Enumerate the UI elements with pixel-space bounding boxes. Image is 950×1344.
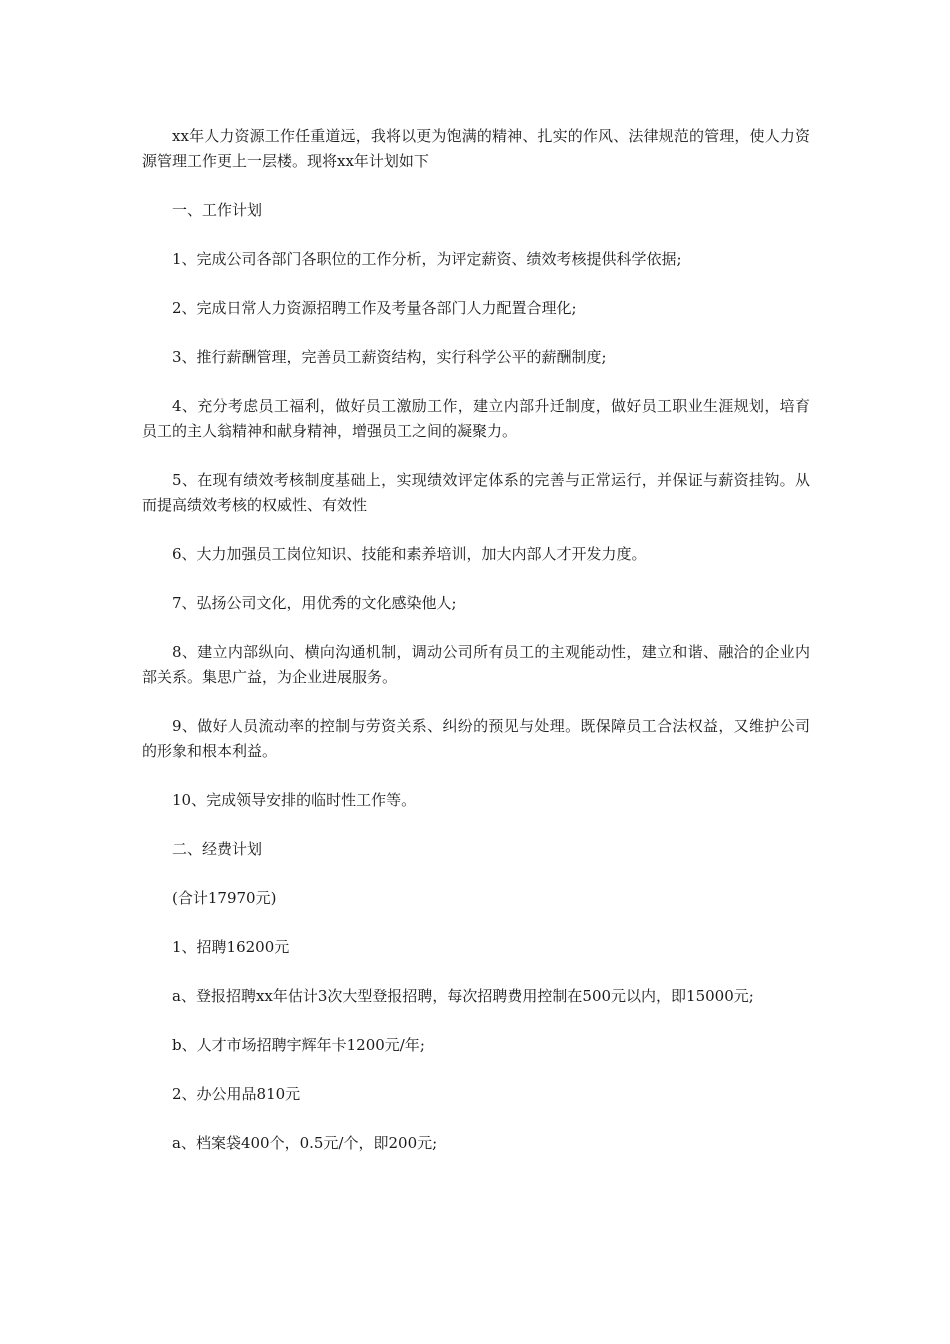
budget-item-office-supplies: 2、办公用品810元	[172, 1085, 301, 1103]
budget-subitem-newspaper-ads: a、登报招聘xx年估计3次大型登报招聘，每次招聘费用控制在500元以内，即15000元;	[172, 987, 754, 1005]
plan-item-1: 1、完成公司各部门各职位的工作分析，为评定薪资、绩效考核提供科学依据;	[172, 250, 682, 268]
section-heading-budget-plan: 二、经费计划	[172, 840, 263, 858]
budget-subitem-talent-market: b、人才市场招聘宇辉年卡1200元/年;	[172, 1036, 425, 1054]
plan-item-9: 9、做好人员流动率的控制与劳资关系、纠纷的预见与处理。既保障员工合法权益，又维护公司的形象和根本利益。	[142, 717, 810, 760]
budget-item-recruitment: 1、招聘16200元	[172, 938, 290, 956]
intro-paragraph: xx年人力资源工作任重道远，我将以更为饱满的精神、扎实的作风、法律规范的管理，使人力资源管理工作更上一层楼。现将xx年计划如下	[142, 127, 810, 170]
plan-item-7: 7、弘扬公司文化，用优秀的文化感染他人;	[172, 594, 457, 612]
plan-item-10: 10、完成领导安排的临时性工作等。	[172, 791, 417, 809]
plan-item-8: 8、建立内部纵向、横向沟通机制，调动公司所有员工的主观能动性，建立和谐、融洽的企业内部关系。集思广益，为企业进展服务。	[142, 643, 810, 686]
plan-item-6: 6、大力加强员工岗位知识、技能和素养培训，加大内部人才开发力度。	[172, 545, 647, 563]
plan-item-3: 3、推行薪酬管理，完善员工薪资结构，实行科学公平的薪酬制度;	[172, 348, 607, 366]
section-heading-work-plan: 一、工作计划	[172, 201, 263, 219]
document-body	[142, 124, 810, 1180]
budget-total: (合计17970元)	[172, 889, 277, 907]
budget-subitem-file-bags: a、档案袋400个，0.5元/个，即200元;	[172, 1134, 438, 1152]
plan-item-4: 4、充分考虑员工福利，做好员工激励工作，建立内部升迁制度，做好员工职业生涯规划，培育员工的主人翁精神和献身精神，增强员工之间的凝聚力。	[142, 397, 810, 440]
plan-item-2: 2、完成日常人力资源招聘工作及考量各部门人力配置合理化;	[172, 299, 577, 317]
plan-item-5: 5、在现有绩效考核制度基础上，实现绩效评定体系的完善与正常运行，并保证与薪资挂钩。从而提高绩效考核的权威性、有效性	[142, 471, 810, 514]
